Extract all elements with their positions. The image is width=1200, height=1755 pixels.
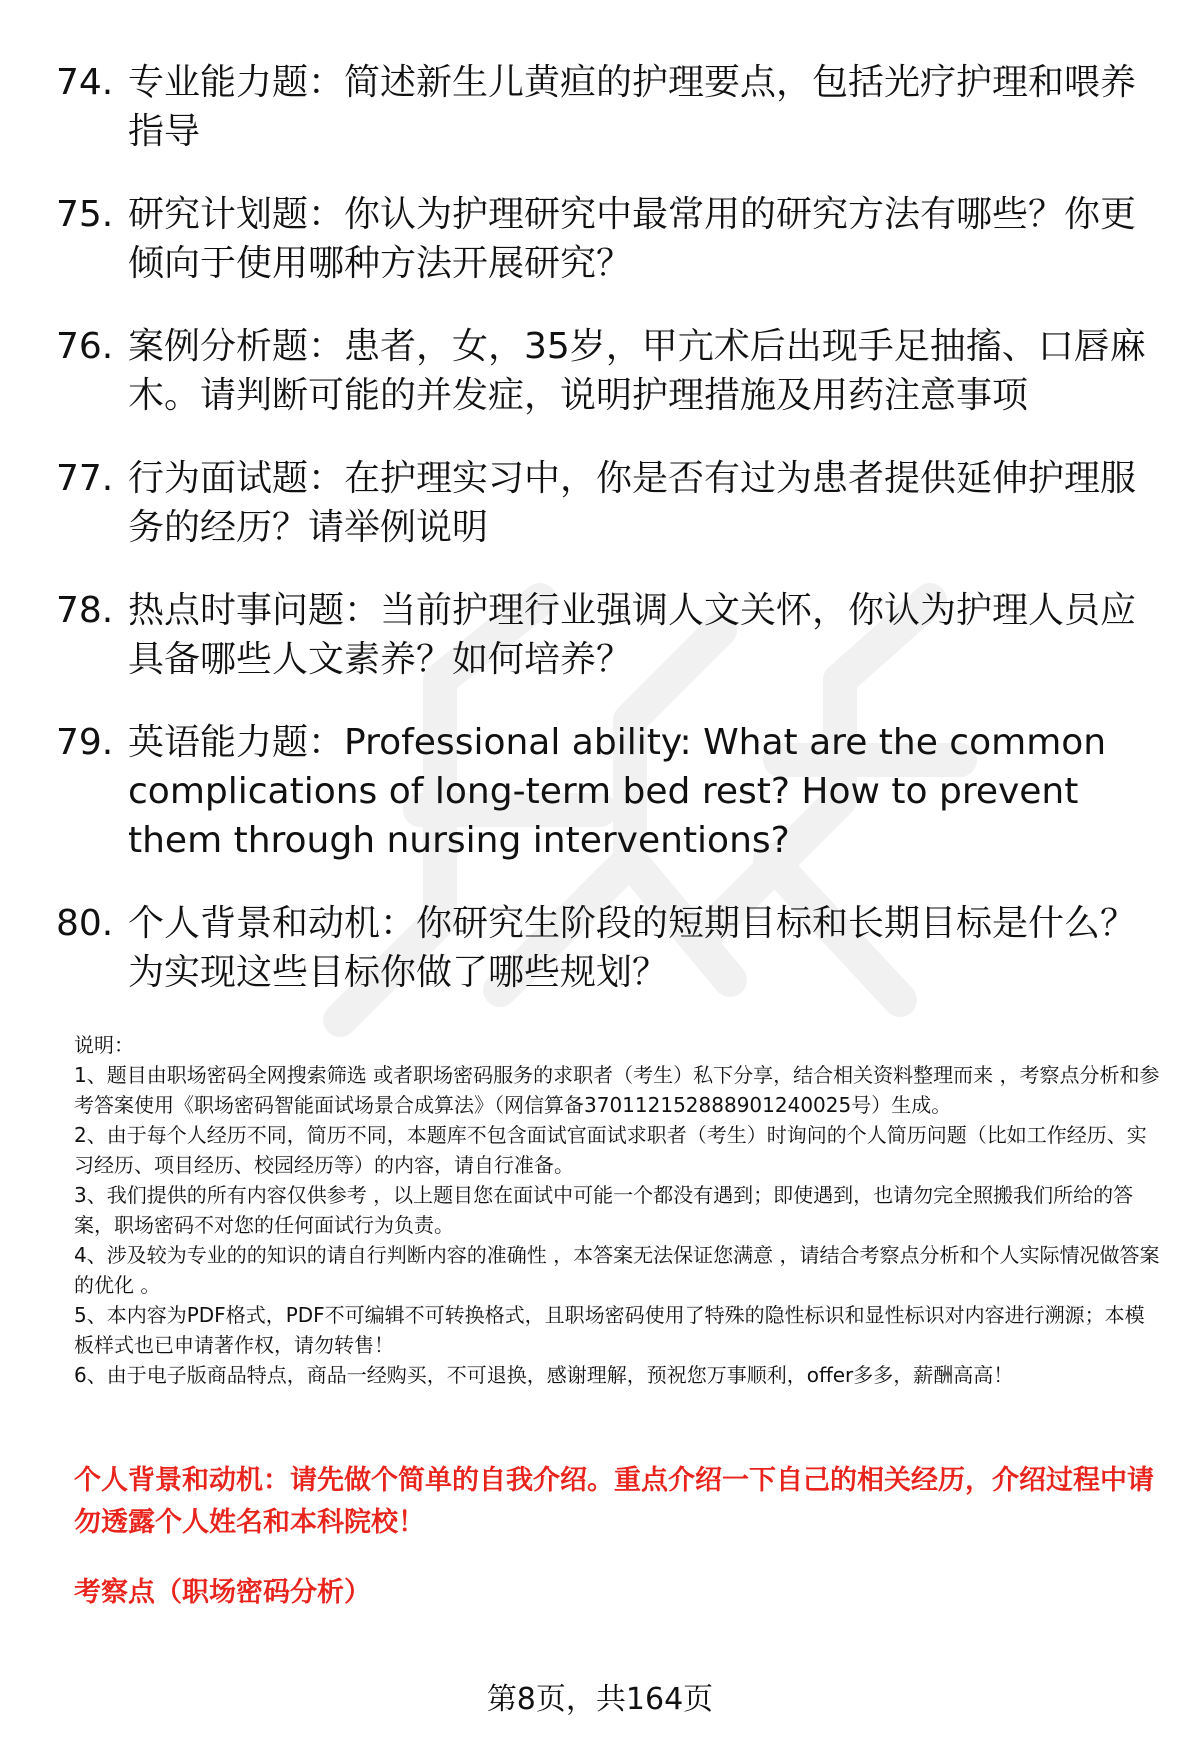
note-item: 1、题目由职场密码全网搜索筛选 或者职场密码服务的求职者（考生）私下分享，结合相关资料整理而来 ，考察点分析和参考答案使用《职场密码智能面试场景合成算法》（网信算备370112152888901240025号）生成。 [74, 1063, 1160, 1117]
question-list [56, 58, 1156, 1031]
question-item [56, 454, 1156, 552]
question-item [56, 586, 1156, 684]
question-number: 76. [56, 326, 114, 367]
question-item [56, 58, 1156, 156]
question-item [56, 899, 1156, 997]
highlight-section [74, 1460, 1164, 1614]
note-item: 3、我们提供的所有内容仅供参考 ，以上题目您在面试中可能一个都没有遇到；即使遇到，也请勿完全照搬我们所给的答案，职场密码不对您的任何面试行为负责。 [74, 1183, 1134, 1237]
notes-heading: 说明： [74, 1033, 134, 1057]
note-item: 2、由于每个人经历不同，简历不同，本题库不包含面试官面试求职者（考生）时询问的个人简历问题（比如工作经历、实习经历、项目经历、校园经历等）的内容，请自行准备。 [74, 1123, 1147, 1177]
question-text: 英语能力题：Professional ability: What are the common complications of long-term bed rest? How to prevent them through nursing interventions? [128, 722, 1107, 861]
question-text: 案例分析题：患者，女，35岁，甲亢术后出现手足抽搐、口唇麻木。请判断可能的并发症，说明护理措施及用药注意事项 [128, 326, 1146, 416]
question-number: 78. [56, 590, 114, 631]
question-text: 个人背景和动机：你研究生阶段的短期目标和长期目标是什么？为实现这些目标你做了哪些规划？ [128, 903, 1137, 993]
question-text: 研究计划题：你认为护理研究中最常用的研究方法有哪些？你更倾向于使用哪种方法开展研究？ [128, 194, 1137, 284]
question-number: 75. [56, 194, 114, 235]
note-item: 4、涉及较为专业的的知识的请自行判断内容的准确性 ，本答案无法保证您满意 ，请结合考察点分析和个人实际情况做答案的优化 。 [74, 1243, 1160, 1297]
question-text: 热点时事问题：当前护理行业强调人文关怀，你认为护理人员应具备哪些人文素养？如何培养？ [128, 590, 1137, 680]
question-number: 80. [56, 903, 114, 944]
question-number: 74. [56, 62, 114, 103]
focus-heading: 考察点（职场密码分析） [74, 1577, 371, 1608]
question-item [56, 718, 1156, 865]
note-item: 6、由于电子版商品特点，商品一经购买，不可退换，感谢理解，预祝您万事顺利，offer多多，薪酬高高！ [74, 1363, 1014, 1387]
notes-section [74, 1030, 1164, 1390]
question-number: 79. [56, 722, 114, 763]
page-footer: 第8页，共164页 [486, 1682, 714, 1717]
question-text: 专业能力题：简述新生儿黄疸的护理要点，包括光疗护理和喂养指导 [128, 62, 1137, 152]
question-number: 77. [56, 458, 114, 499]
highlight-question: 个人背景和动机：请先做个简单的自我介绍。重点介绍一下自己的相关经历，介绍过程中请勿透露个人姓名和本科院校！ [74, 1465, 1154, 1538]
question-item [56, 190, 1156, 288]
question-text: 行为面试题：在护理实习中，你是否有过为患者提供延伸护理服务的经历？请举例说明 [128, 458, 1137, 548]
note-item: 5、本内容为PDF格式，PDF不可编辑不可转换格式，且职场密码使用了特殊的隐性标识和显性标识对内容进行溯源；本模板样式也已申请著作权，请勿转售！ [74, 1303, 1145, 1357]
question-item [56, 322, 1156, 420]
